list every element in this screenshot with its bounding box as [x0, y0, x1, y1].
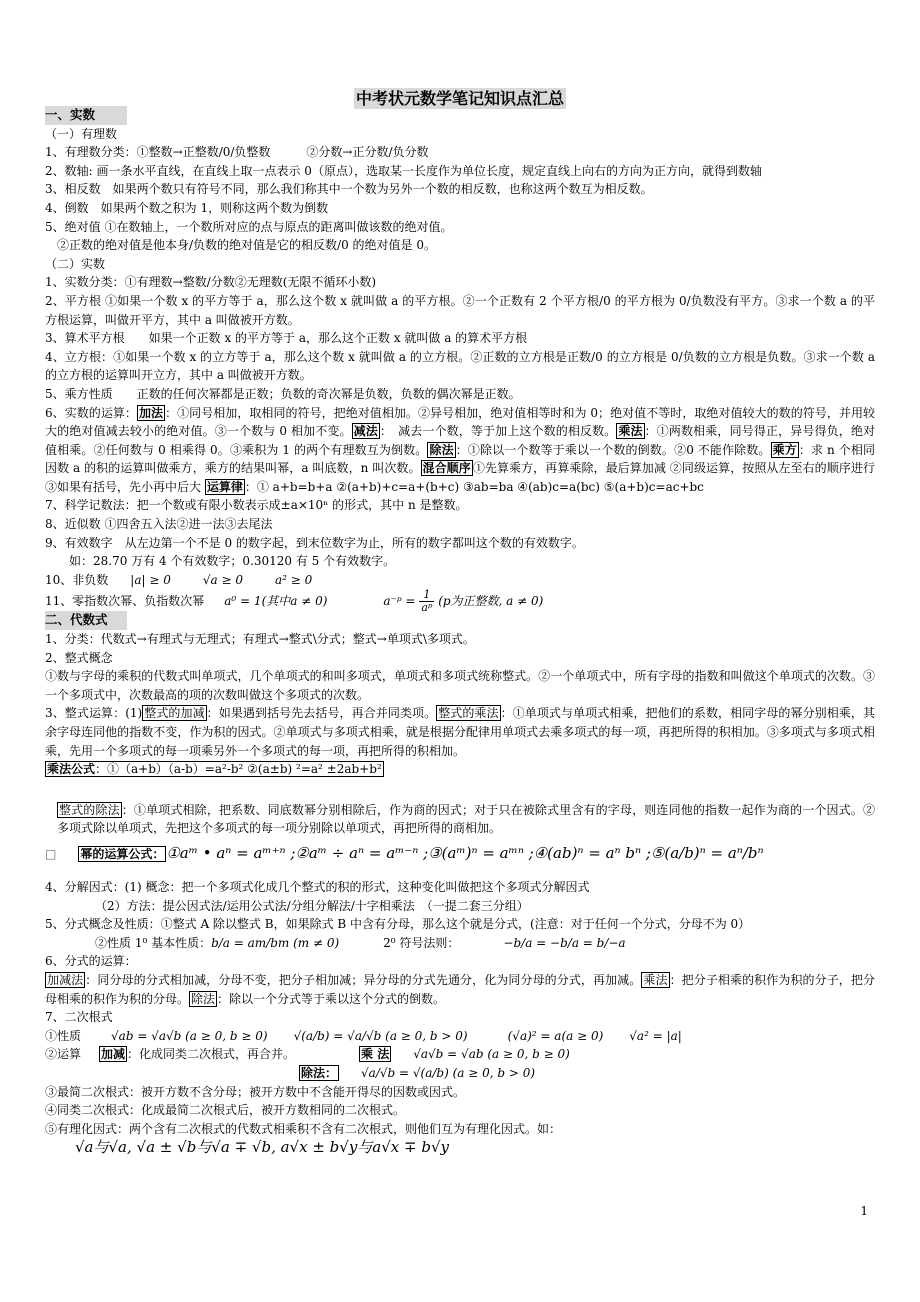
label-box: 乘法 [618, 424, 643, 439]
line: ③最简二次根式：被开方数不含分母；被开方数中不含能开得尽的因数或因式。 [45, 1084, 466, 1099]
line: 7、科学记数法：把一个数或有限小数表示成±a×10ⁿ 的形式，其中 n 是整数。 [45, 498, 468, 513]
line-exponent: 11、零指数次幂、负指数次幂 a⁰ = 1(其中a ≠ 0) a⁻ᵖ = $\frac{1}{\text{aᵖ}}$ (p为正整数, a ≠ 0) [45, 589, 875, 611]
subheading-rational: （一）有理数 [45, 126, 118, 141]
line: 5、分式概念及性质：①整式 A 除以整式 B，如果除式 B 中含有分母，那么这个就是分式，(注意：对于任何一个分式，分母不为 0） [45, 917, 751, 932]
paragraph: 2、平方根 ①如果一个数 x 的平方等于 a，那么这个数 x 就叫做 a 的平方根。②一个正数有 2 个平方根/0 的平方根为 0/负数没有平方。③求一个数 a 的平方根运算，叫做开平方，其中 a 叫做被开方数。 [45, 293, 875, 327]
label-box: 运算律 [206, 479, 243, 494]
line: 6、分式的运算： [45, 954, 137, 969]
line: 7、二次根式 [45, 1010, 113, 1025]
formula: b/a = am/bm (m ≠ 0) [211, 935, 340, 950]
formula: √a² = |a| [629, 1028, 682, 1043]
label-box: 乘法公式：①（a+b）（a-b）=a²-b² ②(a±b) ²=a² ±2ab+b² [47, 762, 382, 777]
line: 4、倒数 如果两个数之积为 1，则称这两个数为倒数 [45, 200, 329, 215]
paragraph: ①数与字母的乘积的代数式叫单项式，几个单项式的和叫多项式，单项式和多项式统称整式。②一个单项式中，所有字母的指数和叫做这个单项式的次数。③一个多项式中，次数最高的项的次数叫做这个多项式的次数。 [45, 669, 875, 702]
formula: a⁻ᵖ = [383, 594, 416, 609]
line: 3、相反数 如果两个数只有符号不同，那么我们称其中一个数为另外一个数的相反数，也称这两个数互为相反数。 [45, 182, 653, 197]
paragraph: 4、立方根：①如果一个数 x 的立方等于 a，那么这个数 x 就叫做 a 的立方根。②正数的立方根是正数/0 的立方根是 0/负数的立方根是负数。③求一个数 a 的立方根的运算叫开立方，其中 a 叫做被开方数。 [45, 349, 875, 383]
document-title: 中考状元数学笔记知识点汇总 [355, 89, 564, 108]
line-fraction-properties: ②性质 1⁰ 基本性质：b/a = am/bm (m ≠ 0) 2⁰ 符号法则： −b/a = −b/a = b/−a [95, 935, 626, 950]
formula: −b/a = −b/a = b/−a [503, 935, 626, 950]
line: 2、整式概念 [45, 650, 113, 665]
line: 9、有效数字 从左边第一个不是 0 的数字起，到末位数字为止，所有的数字都叫这个数的有效数字。 [45, 535, 584, 550]
formula: √a√b = √ab (a ≥ 0, b ≥ 0) [413, 1047, 570, 1062]
formula-rationalizing: √a与√a, √a ± √b与√a ∓ √b, a√x ± b√y与a√x ∓ b√y [75, 1138, 450, 1157]
subheading-real: （二）实数 [45, 256, 106, 271]
line: ④同类二次根式：化成最简二次根式后，被开方数相同的二次根式。 [45, 1103, 406, 1118]
label-box: 减法 [353, 424, 378, 439]
label-box: 乘 法 [361, 1047, 390, 1062]
line-multiplication-formula [45, 760, 875, 779]
line: 5、绝对值 ①在数轴上，一个数所对应的点与原点的距离叫做该数的绝对值。 [45, 219, 453, 234]
label-box: 整式的乘法 [438, 706, 499, 721]
label-box: 除法 [429, 442, 454, 457]
label-box: 整式的除法 [59, 802, 120, 817]
formula: ①aᵐ • aⁿ = aᵐ⁺ⁿ ;②aᵐ ÷ aⁿ = aᵐ⁻ⁿ ;③(aᵐ)ⁿ = aᵐⁿ ;④(ab)ⁿ = aⁿ bⁿ ;⑤(a/b)ⁿ = aⁿ/bⁿ [166, 843, 764, 862]
line-power-formulas [45, 838, 875, 868]
label-box: 乘方 [772, 442, 797, 457]
label-box: 加法 [138, 405, 164, 420]
formula: (√a)² = a(a ≥ 0) [507, 1028, 604, 1043]
label-box: 幂的运算公式： [80, 846, 165, 861]
bullet-icon: □ [45, 846, 57, 861]
notes-body [45, 106, 875, 1157]
line-radical-properties: ①性质 √ab = √a√b (a ≥ 0, b ≥ 0) √(a/b) = √a/√b (a ≥ 0, b > 0) (√a)² = a(a ≥ 0) √a² = |a| [45, 1028, 682, 1043]
line-radical-ops: ②运算 加减 ：化成同类二次根式，再合并。 乘 法 √a√b = √ab (a ≥ 0, b ≥ 0) [45, 1047, 570, 1062]
formula: a⁰ = 1(其中a ≠ 0) [224, 594, 328, 609]
label-box: 混合顺序 [422, 461, 471, 476]
line: 如：28.70 万有 4 个有效数字；0.30120 有 5 个有效数字。 [69, 554, 396, 569]
formula: √a/√b = √(a/b) (a ≥ 0, b > 0) [361, 1065, 536, 1080]
line-nonneg: 10、非负数 |a| ≥ 0 √a ≥ 0 a² ≥ 0 [45, 572, 313, 587]
line: 3、算术平方根 如果一个正数 x 的平方等于 a，那么这个正数 x 就叫做 a 的算术平方根 [45, 331, 528, 346]
section-heading-real-numbers: 一、实数 [45, 106, 127, 125]
section-heading-algebra: 二、代数式 [45, 611, 127, 630]
fraction: $\frac{1}{\text{aᵖ}}$ [421, 589, 433, 612]
line: 1、分类：代数式→有理式与无理式；有理式→整式\分式；整式→单项式\多项式。 [45, 632, 475, 647]
line: ②正数的绝对值是他本身/负数的绝对值是它的相反数/0 的绝对值是 0。 [57, 238, 436, 253]
formula: |a| ≥ 0 [130, 572, 171, 587]
line: 1、实数分类：①有理数→整数/分数②无理数(无限不循环小数) [45, 275, 377, 290]
paragraph-polynomial-ops: 3、整式运算：(1) 整式的加减 ：如果遇到括号先去括号，再合并同类项。 整式的乘法 ：①单项式与单项式相乘，把他们的系数，相同字母的幂分别相乘，其余字母连同他的指数不变，作为积的因式。②单项式与多项式相乘，就是根据分配律用单项式去乘多项式的每一项，再把所得的积相加。③多项式与多项式相乘，先用一个多项式的每一项乘另外一个多项式的每一项，再把所得的积相加。 [45, 706, 875, 758]
line: （2）方法：提公因式法/运用公式法/分组分解法/十字相乘法 （一提二套三分组） [95, 898, 529, 913]
line: 5、乘方性质 正数的任何次幂都是正数；负数的奇次幂是负数，负数的偶次幂是正数。 [45, 386, 521, 401]
page-number: 1 [860, 1204, 868, 1218]
formula: (p为正整数, a ≠ 0) [438, 594, 544, 609]
label-box: 乘法 [643, 972, 668, 987]
formula: a² ≥ 0 [274, 572, 313, 587]
label-box: 除法： [301, 1065, 338, 1080]
formula: √a ≥ 0 [202, 572, 243, 587]
line: 8、近似数 ①四舍五入法②进一法③去尾法 [45, 517, 273, 532]
line: ⑤有理化因式：两个含有二次根式的代数式相乘积不含有二次根式，则他们互为有理化因式。如： [45, 1121, 562, 1136]
formula: √(a/b) = √a/√b (a ≥ 0, b > 0) [293, 1028, 468, 1043]
label-box: 加减 [101, 1047, 126, 1062]
line: 1、有理数分类：①整数→正整数/0/负整数 ②分数→正分数/负分数 [45, 145, 429, 160]
label-box: 除法 [191, 991, 216, 1006]
paragraph-division: 整式的除法 ：①单项式相除，把系数、同底数幂分别相除后，作为商的因式；对于只在被除式里含有的字母，则连同他的指数一起作为商的一个因式。②多项式除以单项式，先把这个多项式的每一项分别除以单项式，再把所得的商相加。 [57, 802, 875, 836]
formula: √ab = √a√b (a ≥ 0, b ≥ 0) [111, 1028, 268, 1043]
label-box: 加减法 [47, 972, 84, 987]
line-radical-division [45, 1064, 875, 1083]
paragraph-operations: 6、实数的运算： 加法 ：①同号相加，取相同的符号，把绝对值相加。②异号相加，绝对值相等时和为 0；绝对值不等时，取绝对值较大的数的符号，并用较大的绝对值减去较小的绝对值。③一个数与 0 相加不变。 减法 ： 减去一个数，等于加上这个数的相反数。 乘法 ：①两数相乘，同号得正，异号得负，绝对值相乘。②任何数与 0 相乘得 0。③乘积为 1 的两个有理数互为倒数。 除法 ：①除以一个数等于乘以一个数的倒数。②0 不能作除数。 乘方 ：求 n 个相同因数 a 的积的运算叫做乘方，乘方的结果叫幂，a 叫底数，n 叫次数。 混合顺序 ①先算乘方，再算乘除，最后算加减 ②同级运算，按照从左至右的顺序进行 ③如果有括号，先小再中后大 运算律 ：① a+b=b+a ②(a+b)+c=a+(b+c) ③ab=ba ④(ab)c=a(bc) ⑤(a+b)c=ac+bc [45, 405, 875, 494]
line: 2、数轴: 画一条水平直线，在直线上取一点表示 0（原点），选取某一长度作为单位长度，规定直线上向右的方向为正方向，就得到数轴 [45, 163, 762, 178]
paragraph-fraction-ops: 加减法 ：同分母的分式相加减，分母不变，把分子相加减；异分母的分式先通分，化为同分母的分式，再加减。 乘法 ：把分子相乘的积作为积的分子，把分母相乘的积作为积的分母。 除法 ：除以一个分式等于乘以这个分式的倒数。 [45, 972, 875, 1006]
label-box: 整式的加减 [144, 706, 205, 721]
line: 4、分解因式：(1) 概念：把一个多项式化成几个整式的积的形式，这种变化叫做把这个多项式分解因式 [45, 879, 590, 894]
